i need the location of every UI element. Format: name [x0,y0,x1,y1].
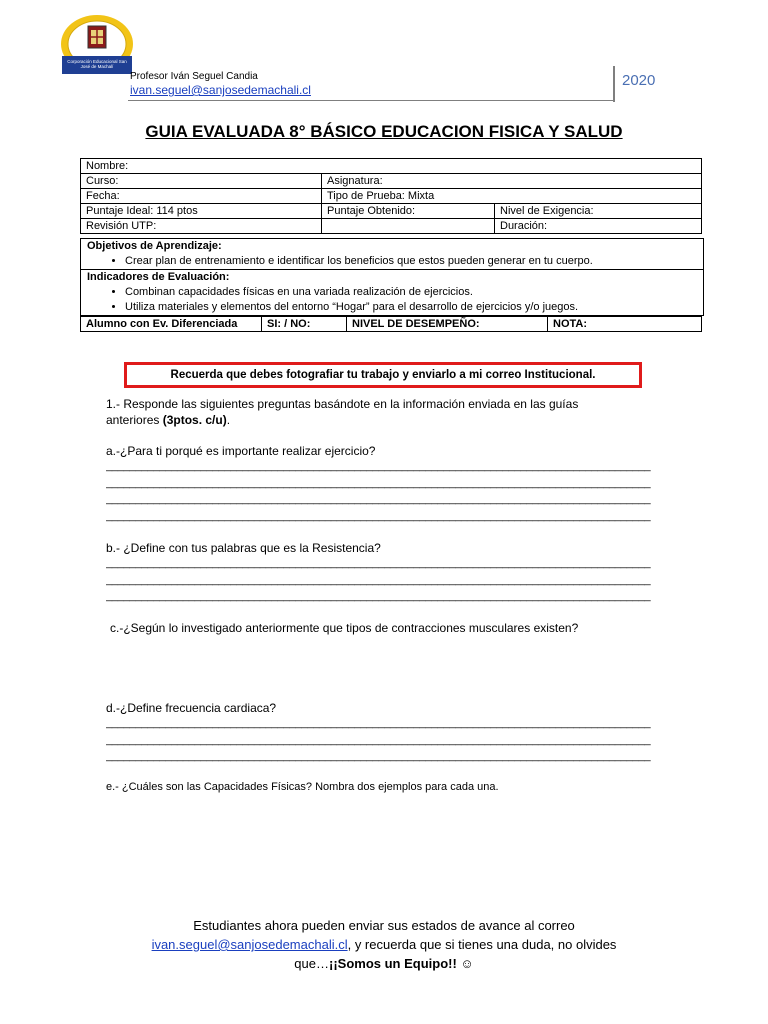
page-title: GUIA EVALUADA 8° BÁSICO EDUCACION FISICA Y SALUD [145,122,623,141]
year: 2020 [622,72,656,89]
instructions [106,396,578,428]
header-vertical-divider [613,66,615,102]
objective-item: • Crear plan de entrenamiento e identificar los beneficios que estos pueden generar en tu cuerpo. [125,254,697,269]
answer-lines-d[interactable]: ____________________________________________________________________________________________ ____________________________________________________________________________________________ ____________________________________________________________________________________________ [106,717,651,762]
question-c: c.-¿Según lo investigado anteriormente que tipos de contracciones musculares existen? [110,621,579,635]
si-no-field[interactable]: SI: / NO: [262,317,347,332]
nivel-exigencia-field[interactable]: Nivel de Exigencia: [495,204,702,219]
indicators-heading: Indicadores de Evaluación: [87,271,230,283]
professor-email-link[interactable]: ivan.seguel@sanjosedemachali.cl [130,83,311,97]
revision-value-cell[interactable] [322,219,495,234]
evaluation-row-table [80,316,702,332]
answer-area-e[interactable] [106,800,654,900]
footer-message [0,916,768,973]
answer-lines-a[interactable]: ____________________________________________________________________________________________ ____________________________________________________________________________________________ ____________________________________________________________________________________________ ____________________________________________________________________________________________ [106,460,651,522]
fecha-field[interactable]: Fecha: [81,189,322,204]
footer-line-3: que…¡¡Somos un Equipo!! ☺ [294,956,474,971]
indicator-item: • Utiliza materiales y elementos del entorno “Hogar” para el desarrollo de ejercicios y/o juegos. [125,300,697,315]
footer-email-link[interactable]: ivan.seguel@sanjosedemachali.cl [151,937,348,952]
indicator-item: • Combinan capacidades físicas en una variada realización de ejercicios. [125,285,697,300]
objectives-box [80,238,704,316]
logo-banner: Corporación Educacional San José de Machalí [62,56,132,74]
header-divider [128,100,614,101]
objectives-heading: Objetivos de Aprendizaje: [87,240,222,252]
puntaje-obtenido-field[interactable]: Puntaje Obtenido: [322,204,495,219]
student-info-table [80,158,702,234]
nota-field[interactable]: NOTA: [548,317,702,332]
reminder-box: Recuerda que debes fotografiar tu trabajo y enviarlo a mi correo Institucional. [124,362,642,388]
smiley-icon: ☺ [460,956,474,971]
question-e: e.- ¿Cuáles son las Capacidades Físicas? Nombra dos ejemplos para cada una. [106,781,499,793]
question-b: b.- ¿Define con tus palabras que es la Resistencia? [106,541,381,555]
puntaje-ideal-field: Puntaje Ideal: 114 ptos [81,204,322,219]
alumno-diferenciada-label: Alumno con Ev. Diferenciada [81,317,262,332]
nivel-desempeno-field[interactable]: NIVEL DE DESEMPEÑO: [347,317,548,332]
footer-line-1: Estudiantes ahora pueden enviar sus estados de avance al correo [193,918,575,933]
curso-field[interactable]: Curso: [81,174,322,189]
question-a: a.-¿Para ti porqué es importante realizar ejercicio? [106,444,376,458]
answer-lines-b[interactable]: ____________________________________________________________________________________________ ____________________________________________________________________________________________ ____________________________________________________________________________________________ [106,557,651,602]
answer-area-c[interactable] [106,640,654,692]
instructions-line-1: 1.- Responde las siguientes preguntas basándote en la información enviada en las guías [106,397,579,411]
tipo-prueba-field: Tipo de Prueba: Mixta [322,189,702,204]
nombre-field[interactable]: Nombre: [81,159,702,174]
duracion-field[interactable]: Duración: [495,219,702,234]
asignatura-field[interactable]: Asignatura: [322,174,702,189]
instructions-line-2: anteriores (3ptos. c/u). [106,413,231,427]
question-d: d.-¿Define frecuencia cardiaca? [106,701,277,715]
professor-name: Profesor Iván Seguel Candia [130,71,258,82]
footer-line-2: ivan.seguel@sanjosedemachali.cl, y recuerda que si tienes una duda, no olvides [151,937,617,952]
revision-field: Revisión UTP: [81,219,322,234]
